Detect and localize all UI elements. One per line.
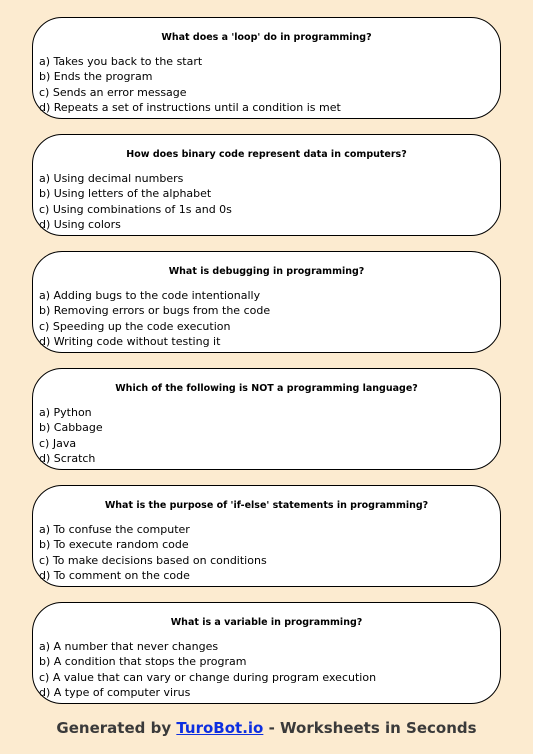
option: c) Sends an error message [39, 85, 187, 99]
option: a) To confuse the computer [39, 523, 190, 536]
options-list [39, 522, 267, 583]
question-card-1 [32, 17, 501, 119]
footer-prefix: Generated by [56, 719, 177, 737]
question-title: What does a 'loop' do in programming? [161, 32, 372, 43]
option: d) Repeats a set of instructions until a condition is met [39, 100, 341, 114]
question-card-4 [32, 368, 501, 470]
option: c) Speeding up the code execution [39, 319, 231, 333]
option: d) Writing code without testing it [39, 334, 221, 348]
question-title: What is debugging in programming? [168, 266, 365, 277]
option: c) To make decisions based on conditions [39, 553, 267, 567]
turobot-link[interactable]: TuroBot.io [176, 719, 264, 737]
question-card-6 [32, 602, 501, 704]
question-title: Which of the following is NOT a programming language? [115, 383, 418, 394]
option: c) Java [39, 436, 77, 450]
option: a) A number that never changes [39, 640, 219, 653]
option: c) Using combinations of 1s and 0s [39, 202, 232, 216]
options-list [39, 639, 376, 700]
footer [0, 719, 533, 737]
option: a) Takes you back to the start [39, 55, 203, 68]
question-title: What is a variable in programming? [170, 617, 363, 628]
option: d) A type of computer virus [39, 685, 191, 699]
option: d) Scratch [39, 451, 96, 465]
option: a) Python [39, 406, 92, 419]
option: c) A value that can vary or change during program execution [39, 670, 377, 684]
option: a) Adding bugs to the code intentionally [39, 289, 261, 302]
option: b) Using letters of the alphabet [39, 187, 212, 201]
options-list [39, 288, 270, 349]
option: b) Ends the program [39, 70, 153, 84]
option: b) To execute random code [39, 538, 189, 552]
option: a) Using decimal numbers [39, 172, 184, 185]
option: b) A condition that stops the program [39, 655, 247, 669]
option: b) Removing errors or bugs from the code [39, 304, 271, 318]
option: b) Cabbage [39, 421, 103, 435]
question-card-5 [32, 485, 501, 587]
question-title: What is the purpose of 'if-else' statements in programming? [104, 500, 429, 511]
question-title: How does binary code represent data in computers? [126, 149, 407, 160]
question-card-3 [32, 251, 501, 353]
option: d) To comment on the code [39, 568, 190, 582]
option: d) Using colors [39, 217, 121, 231]
options-list [39, 405, 103, 466]
options-list [39, 171, 232, 232]
options-list [39, 54, 341, 115]
question-card-2 [32, 134, 501, 236]
footer-suffix: - Worksheets in Seconds [263, 719, 477, 737]
